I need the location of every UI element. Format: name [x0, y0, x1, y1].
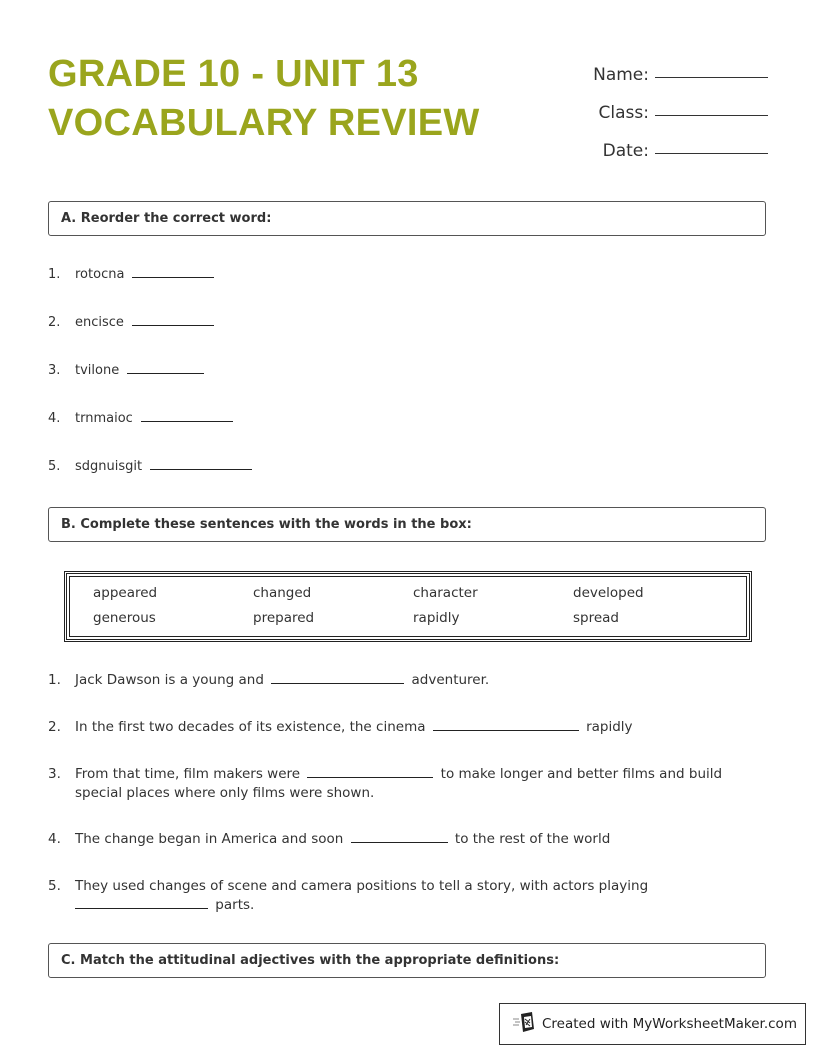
answer-blank[interactable] [150, 457, 252, 470]
section-c-header [48, 943, 766, 978]
answer-blank[interactable] [132, 265, 214, 278]
answer-blank[interactable] [351, 830, 448, 843]
sentence-item [48, 877, 748, 915]
sentence-text: to the rest of the world [454, 831, 611, 847]
section-c-title: C. Match the attitudinal adjectives with the appropriate definitions: [61, 953, 560, 968]
name-label: Name: [593, 65, 649, 85]
section-b-header [48, 507, 766, 542]
sentence-item [48, 671, 748, 690]
date-input-line[interactable] [655, 153, 768, 154]
sentence-text: The change began in America and soon [75, 831, 344, 847]
item-number: 5. [48, 878, 61, 894]
answer-blank[interactable] [307, 765, 433, 778]
list-item [48, 361, 252, 409]
word-bank-item: character [413, 585, 478, 601]
item-number: 2. [48, 719, 61, 735]
sentence-text: parts. [215, 897, 255, 913]
class-field[interactable] [593, 88, 768, 126]
name-field[interactable] [593, 50, 768, 88]
footer-credit[interactable] [499, 1003, 806, 1045]
word-bank-item: generous [93, 610, 156, 626]
scrambled-word: tvilone [75, 363, 120, 378]
sentence-text: In the first two decades of its existence, the cinema [75, 719, 426, 735]
word-bank-item: developed [573, 585, 644, 601]
sentence-text: rapidly [586, 719, 633, 735]
answer-blank[interactable] [132, 313, 214, 326]
scrambled-word: encisce [75, 315, 124, 330]
answer-blank[interactable] [141, 409, 233, 422]
sentence-item [48, 765, 748, 803]
item-number: 4. [48, 411, 61, 426]
list-item [48, 457, 252, 505]
answer-blank[interactable] [433, 718, 579, 731]
section-a-title: A. Reorder the correct word: [61, 211, 272, 226]
word-bank-item: spread [573, 610, 620, 626]
item-number: 2. [48, 315, 61, 330]
section-b-title: B. Complete these sentences with the words in the box: [61, 517, 472, 532]
class-label: Class: [598, 103, 649, 123]
word-bank-item: appeared [93, 585, 158, 601]
sentence-text: adventurer. [411, 672, 490, 688]
section-a-list [48, 265, 252, 505]
title-line-2: VOCABULARY REVIEW [48, 102, 480, 144]
sentence-continuation: special places where only films were shown. [75, 785, 375, 801]
item-number: 3. [48, 363, 61, 378]
sentence-text: Jack Dawson is a young and [75, 672, 264, 688]
item-number: 1. [48, 267, 61, 282]
list-item [48, 265, 252, 313]
name-input-line[interactable] [655, 77, 768, 78]
scrambled-word: rotocna [75, 267, 125, 282]
sentence-item [48, 718, 748, 737]
scrambled-word: sdgnuisgit [75, 459, 143, 474]
sentence-item [48, 830, 748, 849]
sentence-continuation [48, 896, 748, 915]
class-input-line[interactable] [655, 115, 768, 116]
sentence-text: They used changes of scene and camera positions to tell a story, with actors playing [75, 878, 649, 894]
word-bank-item: rapidly [413, 610, 460, 626]
answer-blank[interactable] [75, 896, 208, 909]
item-number: 5. [48, 459, 61, 474]
date-label: Date: [602, 141, 649, 161]
answer-blank[interactable] [271, 671, 404, 684]
item-number: 3. [48, 766, 61, 782]
footer-text: Created with MyWorksheetMaker.com [542, 1016, 797, 1032]
item-number: 4. [48, 831, 61, 847]
answer-blank[interactable] [127, 361, 204, 374]
list-item [48, 313, 252, 361]
word-bank-box [64, 571, 752, 642]
worksheet-maker-logo-icon [512, 1011, 536, 1037]
scrambled-word: trnmaioc [75, 411, 133, 426]
sentence-text: to make longer and better films and build [440, 766, 723, 782]
list-item [48, 409, 252, 457]
date-field[interactable] [593, 126, 768, 164]
word-bank-item: prepared [253, 610, 315, 626]
title-line-1: GRADE 10 - UNIT 13 [48, 53, 419, 95]
word-bank-item: changed [253, 585, 312, 601]
section-a-header [48, 201, 766, 236]
sentence-text: From that time, film makers were [75, 766, 301, 782]
item-number: 1. [48, 672, 61, 688]
student-info-fields [593, 50, 768, 164]
page-title [48, 50, 480, 148]
word-bank-grid [93, 585, 733, 626]
